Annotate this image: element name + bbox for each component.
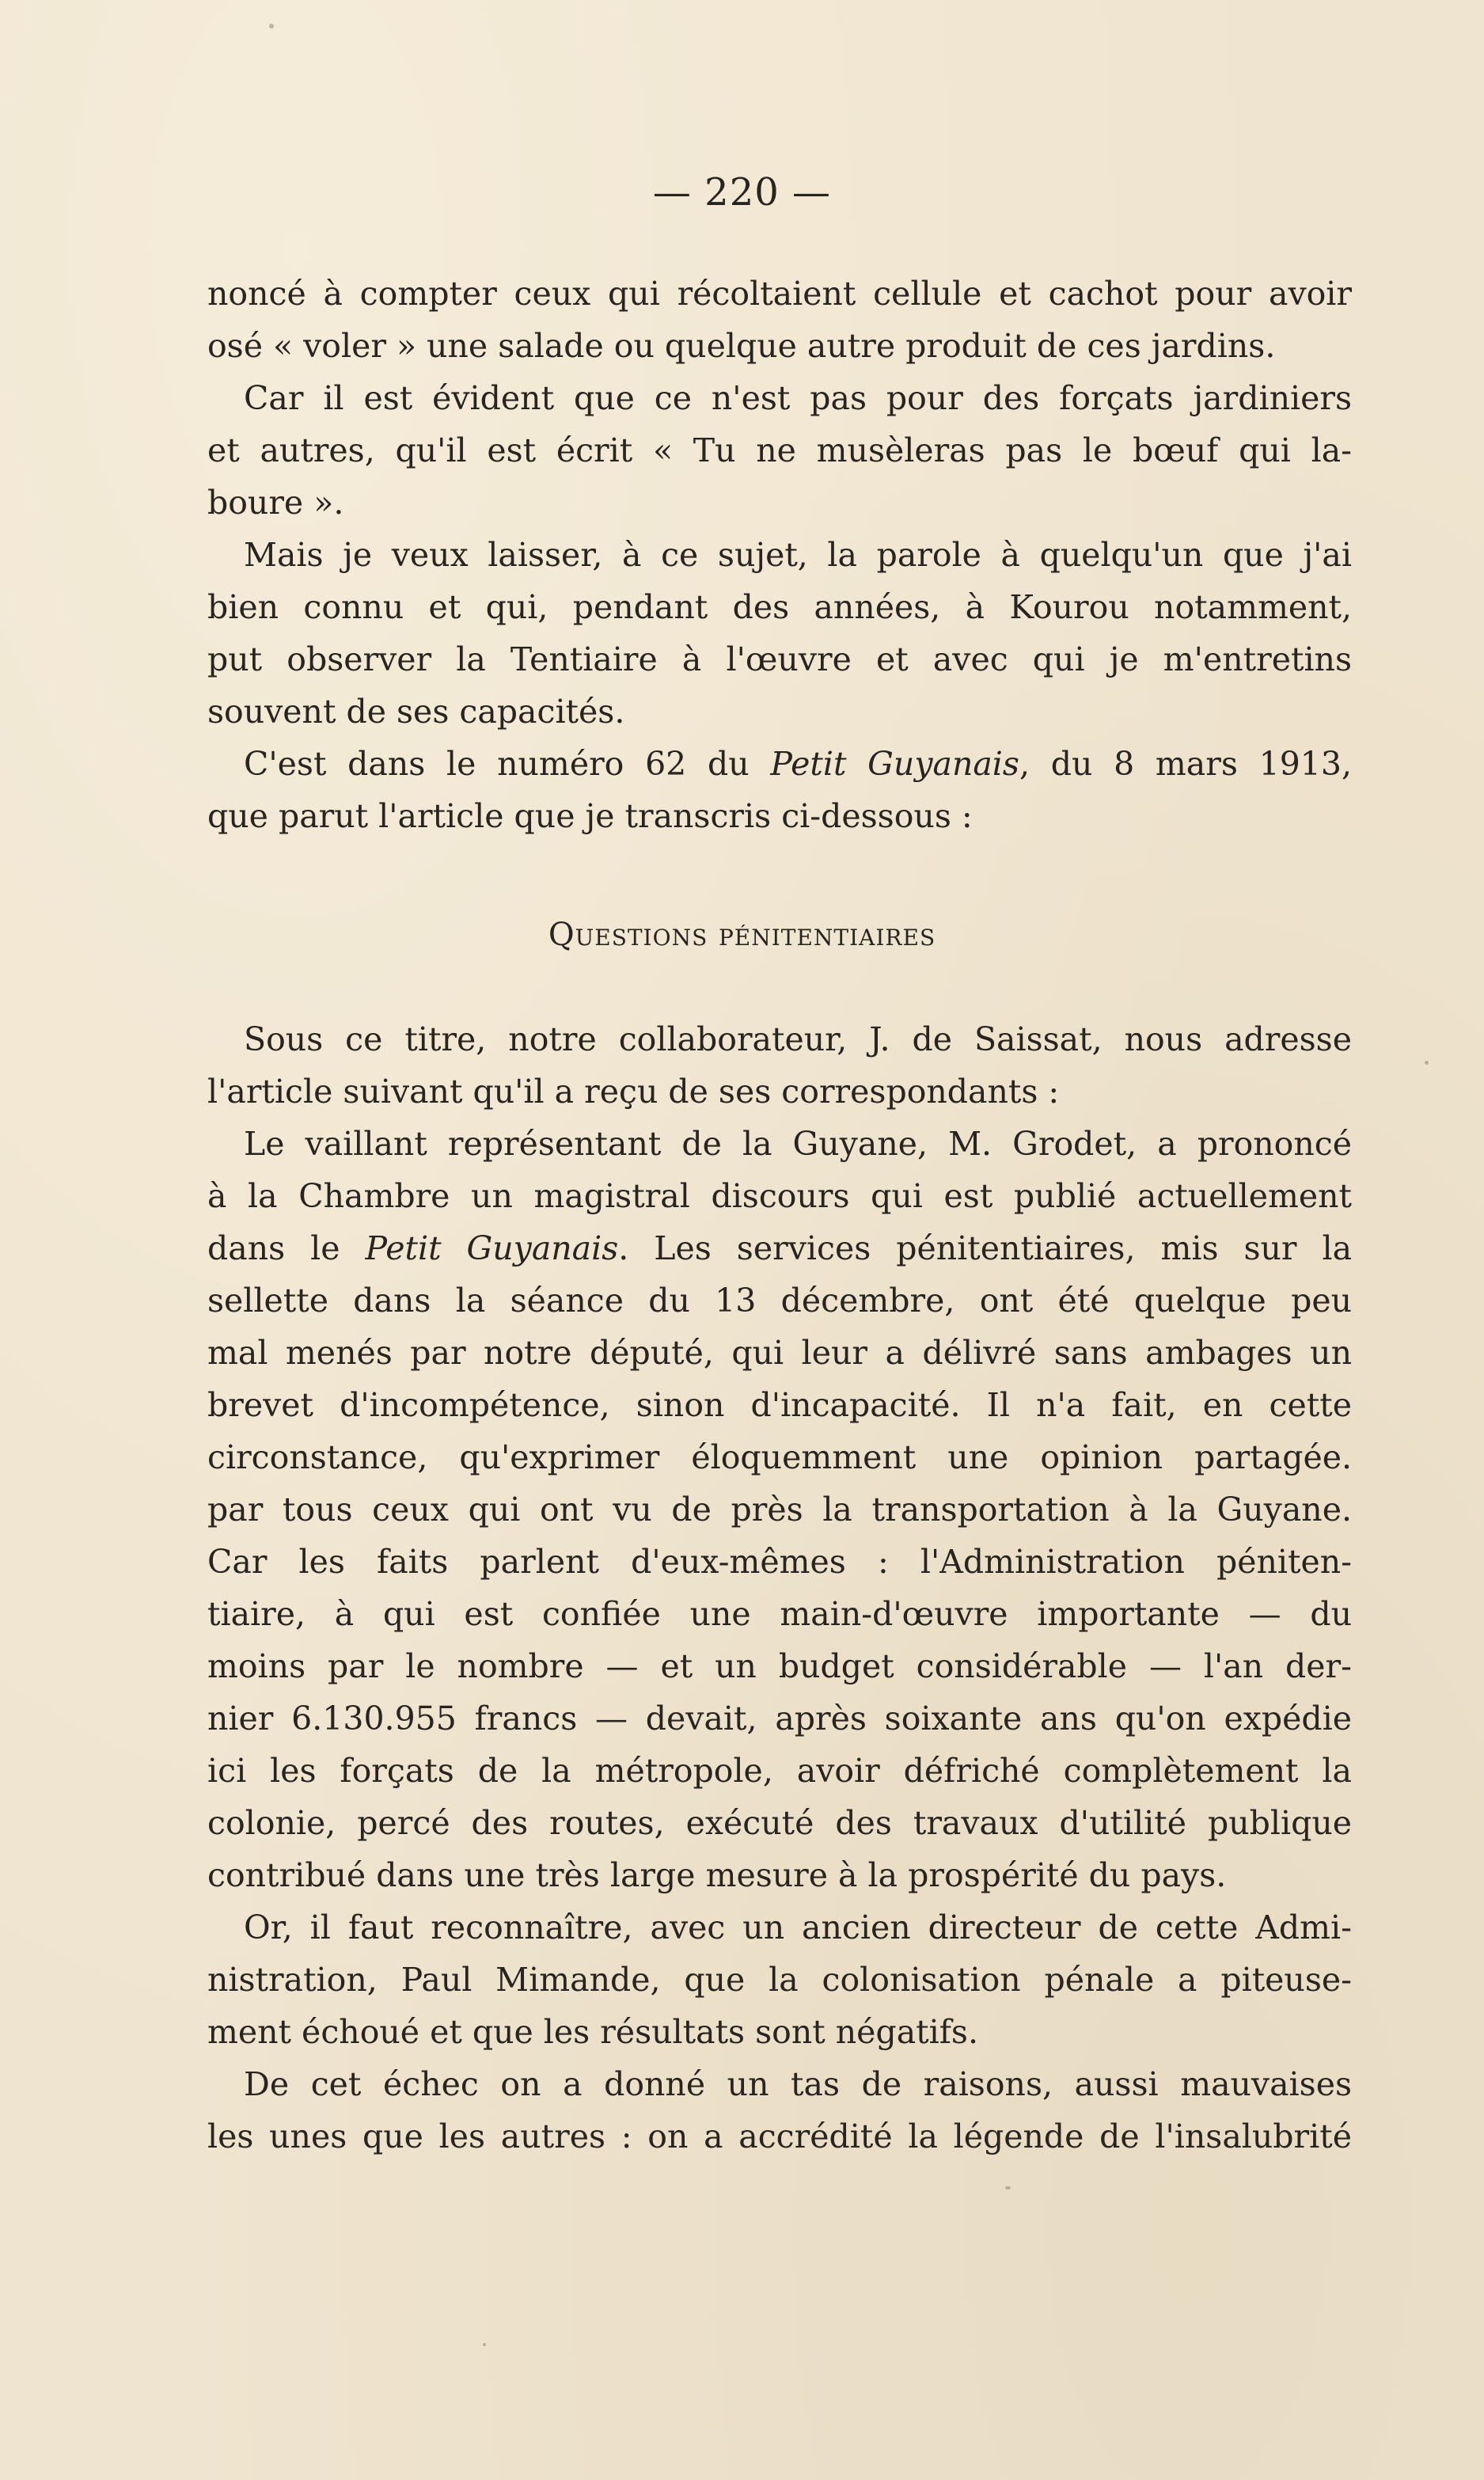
newspaper-title: Petit Guyanais bbox=[365, 1229, 619, 1267]
text-line: et autres, qu'il est écrit « Tu ne musèleras pas le bœuf qui la- bbox=[207, 431, 1352, 469]
section-heading: Questions pénitentiaires bbox=[548, 917, 936, 953]
page-number: — 220 — bbox=[652, 170, 832, 215]
text-line: Sous ce titre, notre collaborateur, J. de Saissat, nous adresse bbox=[244, 1020, 1352, 1058]
text-line: nistration, Paul Mimande, que la colonisation pénale a piteuse- bbox=[207, 1961, 1352, 1999]
petit-guyanais-line: dans le Petit Guyanais. Les services pénitentiaires, mis sur la bbox=[207, 1229, 1353, 1267]
text-line: mal menés par notre député, qui leur a délivré sans ambages un bbox=[207, 1334, 1352, 1372]
text-line: nier 6.130.955 francs — devait, après soixante ans qu'on expédie bbox=[207, 1700, 1352, 1738]
body-text-section-1 bbox=[207, 268, 1352, 842]
text-line: bien connu et qui, pendant des années, à Kourou notamment, bbox=[207, 588, 1352, 626]
text-line: sellette dans la séance du 13 décembre, ont été quelque peu bbox=[207, 1282, 1352, 1320]
text-line: tiaire, à qui est confiée une main-d'œuvre importante — du bbox=[207, 1595, 1352, 1633]
text-line: Mais je veux laisser, à ce sujet, la parole à quelqu'un que j'ai bbox=[244, 536, 1352, 574]
text-line: l'article suivant qu'il a reçu de ses correspondants : bbox=[207, 1073, 1060, 1111]
text-line: boure ». bbox=[207, 484, 344, 522]
text-line: moins par le nombre — et un budget considérable — l'an der- bbox=[207, 1647, 1352, 1685]
text-line: colonie, percé des routes, exécuté des travaux d'utilité publique bbox=[207, 1804, 1352, 1842]
text-line: ment échoué et que les résultats sont négatifs. bbox=[207, 2013, 978, 2051]
text-line: Car il est évident que ce n'est pas pour des forçats jardiniers bbox=[244, 379, 1352, 417]
text-line: circonstance, qu'exprimer éloquemment une opinion partagée. bbox=[207, 1438, 1352, 1476]
text-line: Or, il faut reconnaître, avec un ancien directeur de cette Admi- bbox=[244, 1908, 1352, 1946]
paper-speck bbox=[269, 24, 274, 28]
citation-line: C'est dans le numéro 62 du Petit Guyanais, du 8 mars 1913, bbox=[244, 745, 1352, 783]
paper-speck bbox=[1005, 2186, 1011, 2189]
text-line: contribué dans une très large mesure à la prospérité du pays. bbox=[207, 1856, 1227, 1894]
newspaper-title: Petit Guyanais bbox=[770, 745, 1019, 783]
text-line: que parut l'article que je transcris ci-dessous : bbox=[207, 797, 973, 835]
text-line: osé « voler » une salade ou quelque autre produit de ces jardins. bbox=[207, 327, 1276, 365]
text-line: ici les forçats de la métropole, avoir défriché complètement la bbox=[207, 1752, 1352, 1790]
text-line: souvent de ses capacités. bbox=[207, 693, 625, 731]
text-line: Car les faits parlent d'eux-mêmes : l'Administration péniten- bbox=[207, 1543, 1352, 1581]
paper-speck bbox=[1425, 1061, 1429, 1065]
paper-speck bbox=[483, 2343, 486, 2346]
text-line: à la Chambre un magistral discours qui est publié actuellement bbox=[207, 1177, 1352, 1215]
text-line: put observer la Tentiaire à l'œuvre et avec qui je m'entretins bbox=[207, 640, 1352, 678]
text-line: noncé à compter ceux qui récoltaient cellule et cachot pour avoir bbox=[207, 275, 1352, 313]
body-text-section-2 bbox=[207, 1013, 1352, 2163]
text-line: Le vaillant représentant de la Guyane, M. Grodet, a prononcé bbox=[244, 1125, 1352, 1163]
text-line: les unes que les autres : on a accrédité la légende de l'insalubrité bbox=[207, 2117, 1352, 2155]
text-line: par tous ceux qui ont vu de près la transportation à la Guyane. bbox=[207, 1491, 1352, 1529]
text-line: brevet d'incompétence, sinon d'incapacité. Il n'a fait, en cette bbox=[207, 1386, 1352, 1424]
text-line: De cet échec on a donné un tas de raisons, aussi mauvaises bbox=[244, 2065, 1352, 2103]
